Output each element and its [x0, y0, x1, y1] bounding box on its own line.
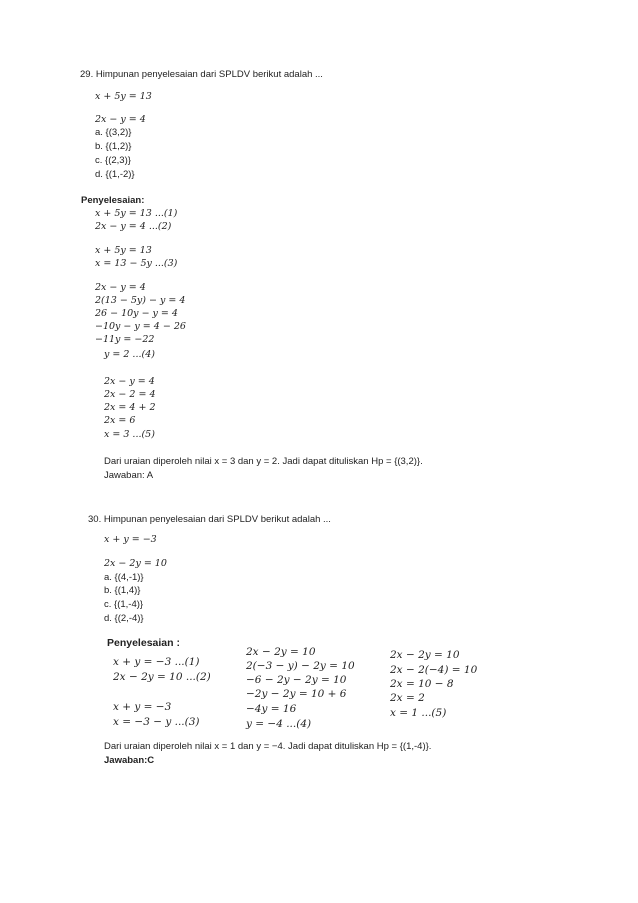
option-a: a. {(4,-1)} — [104, 572, 144, 583]
question-text: Himpunan penyelesaian dari SPLDV berikut adalah ... — [103, 514, 331, 525]
solution-step: 2(13 − 5y) − y = 4 — [95, 295, 186, 306]
equation-1: x + y = −3 — [104, 534, 157, 545]
equation-2: 2x − 2y = 10 — [104, 558, 167, 569]
solution-step: 2x = 4 + 2 — [104, 402, 156, 413]
solution-title: Penyelesaian : — [107, 637, 180, 649]
solution-step: y = 2 ...(4) — [104, 349, 155, 360]
option-d: d. {(2,-4)} — [104, 613, 144, 624]
question-30 — [88, 514, 331, 526]
solution-step: 2x − 2y = 10 — [246, 646, 316, 658]
answer: Jawaban:C — [104, 755, 155, 766]
solution-step: 2x − y = 4 — [95, 282, 146, 293]
option-d: d. {(1,-2)} — [95, 169, 135, 180]
solution-step: x + y = −3 ...(1) — [113, 656, 200, 668]
option-b: b. {(1,2)} — [95, 141, 132, 152]
solution-step: x + 5y = 13 — [95, 245, 152, 256]
question-number: 29. — [80, 69, 94, 80]
solution-step: 2x − y = 4 ...(2) — [95, 221, 172, 232]
solution-step: 2x = 2 — [390, 692, 425, 704]
question-text: Himpunan penyelesaian dari SPLDV berikut adalah ... — [95, 69, 323, 80]
solution-step: 2x = 6 — [104, 415, 136, 426]
solution-step: −11y = −22 — [95, 334, 155, 345]
equation-1: x + 5y = 13 — [95, 91, 152, 102]
solution-step: 2x − 2 = 4 — [104, 389, 156, 400]
option-a: a. {(3,2)} — [95, 127, 132, 138]
solution-step: 26 − 10y − y = 4 — [95, 308, 178, 319]
question-number: 30. — [88, 514, 102, 525]
solution-step: −10y − y = 4 − 26 — [95, 321, 186, 332]
solution-title: Penyelesaian: — [81, 195, 145, 206]
solution-step: 2x − 2y = 10 — [390, 649, 460, 661]
solution-step: 2(−3 − y) − 2y = 10 — [246, 660, 355, 672]
option-b: b. {(1,4)} — [104, 585, 141, 596]
option-c: c. {(2,3)} — [95, 155, 131, 166]
solution-step: 2x − 2(−4) = 10 — [390, 664, 478, 676]
solution-step: x = 3 ...(5) — [104, 429, 155, 440]
solution-step: 2x = 10 − 8 — [390, 678, 454, 690]
option-c: c. {(1,-4)} — [104, 599, 144, 610]
solution-step: −6 − 2y − 2y = 10 — [246, 674, 347, 686]
equation-2: 2x − y = 4 — [95, 114, 146, 125]
solution-step: x = 1 ...(5) — [390, 707, 447, 719]
question-29 — [80, 69, 323, 81]
solution-step: x = −3 − y ...(3) — [113, 716, 200, 728]
conclusion: Dari uraian diperoleh nilai x = 3 dan y = 2. Jadi dapat dituliskan Hp = {(3,2)}. — [104, 456, 423, 467]
solution-step: −4y = 16 — [246, 703, 297, 715]
solution-step: x = 13 − 5y ...(3) — [95, 258, 178, 269]
solution-step: 2x − y = 4 — [104, 376, 155, 387]
solution-step: −2y − 2y = 10 + 6 — [246, 688, 347, 700]
solution-step: x + y = −3 — [113, 701, 172, 713]
solution-step: 2x − 2y = 10 ...(2) — [113, 671, 211, 683]
answer: Jawaban: A — [104, 470, 154, 481]
conclusion: Dari uraian diperoleh nilai x = 1 dan y = −4. Jadi dapat dituliskan Hp = {(1,-4)}. — [104, 741, 432, 752]
solution-step: x + 5y = 13 ...(1) — [95, 208, 178, 219]
solution-step: y = −4 ...(4) — [246, 718, 312, 730]
